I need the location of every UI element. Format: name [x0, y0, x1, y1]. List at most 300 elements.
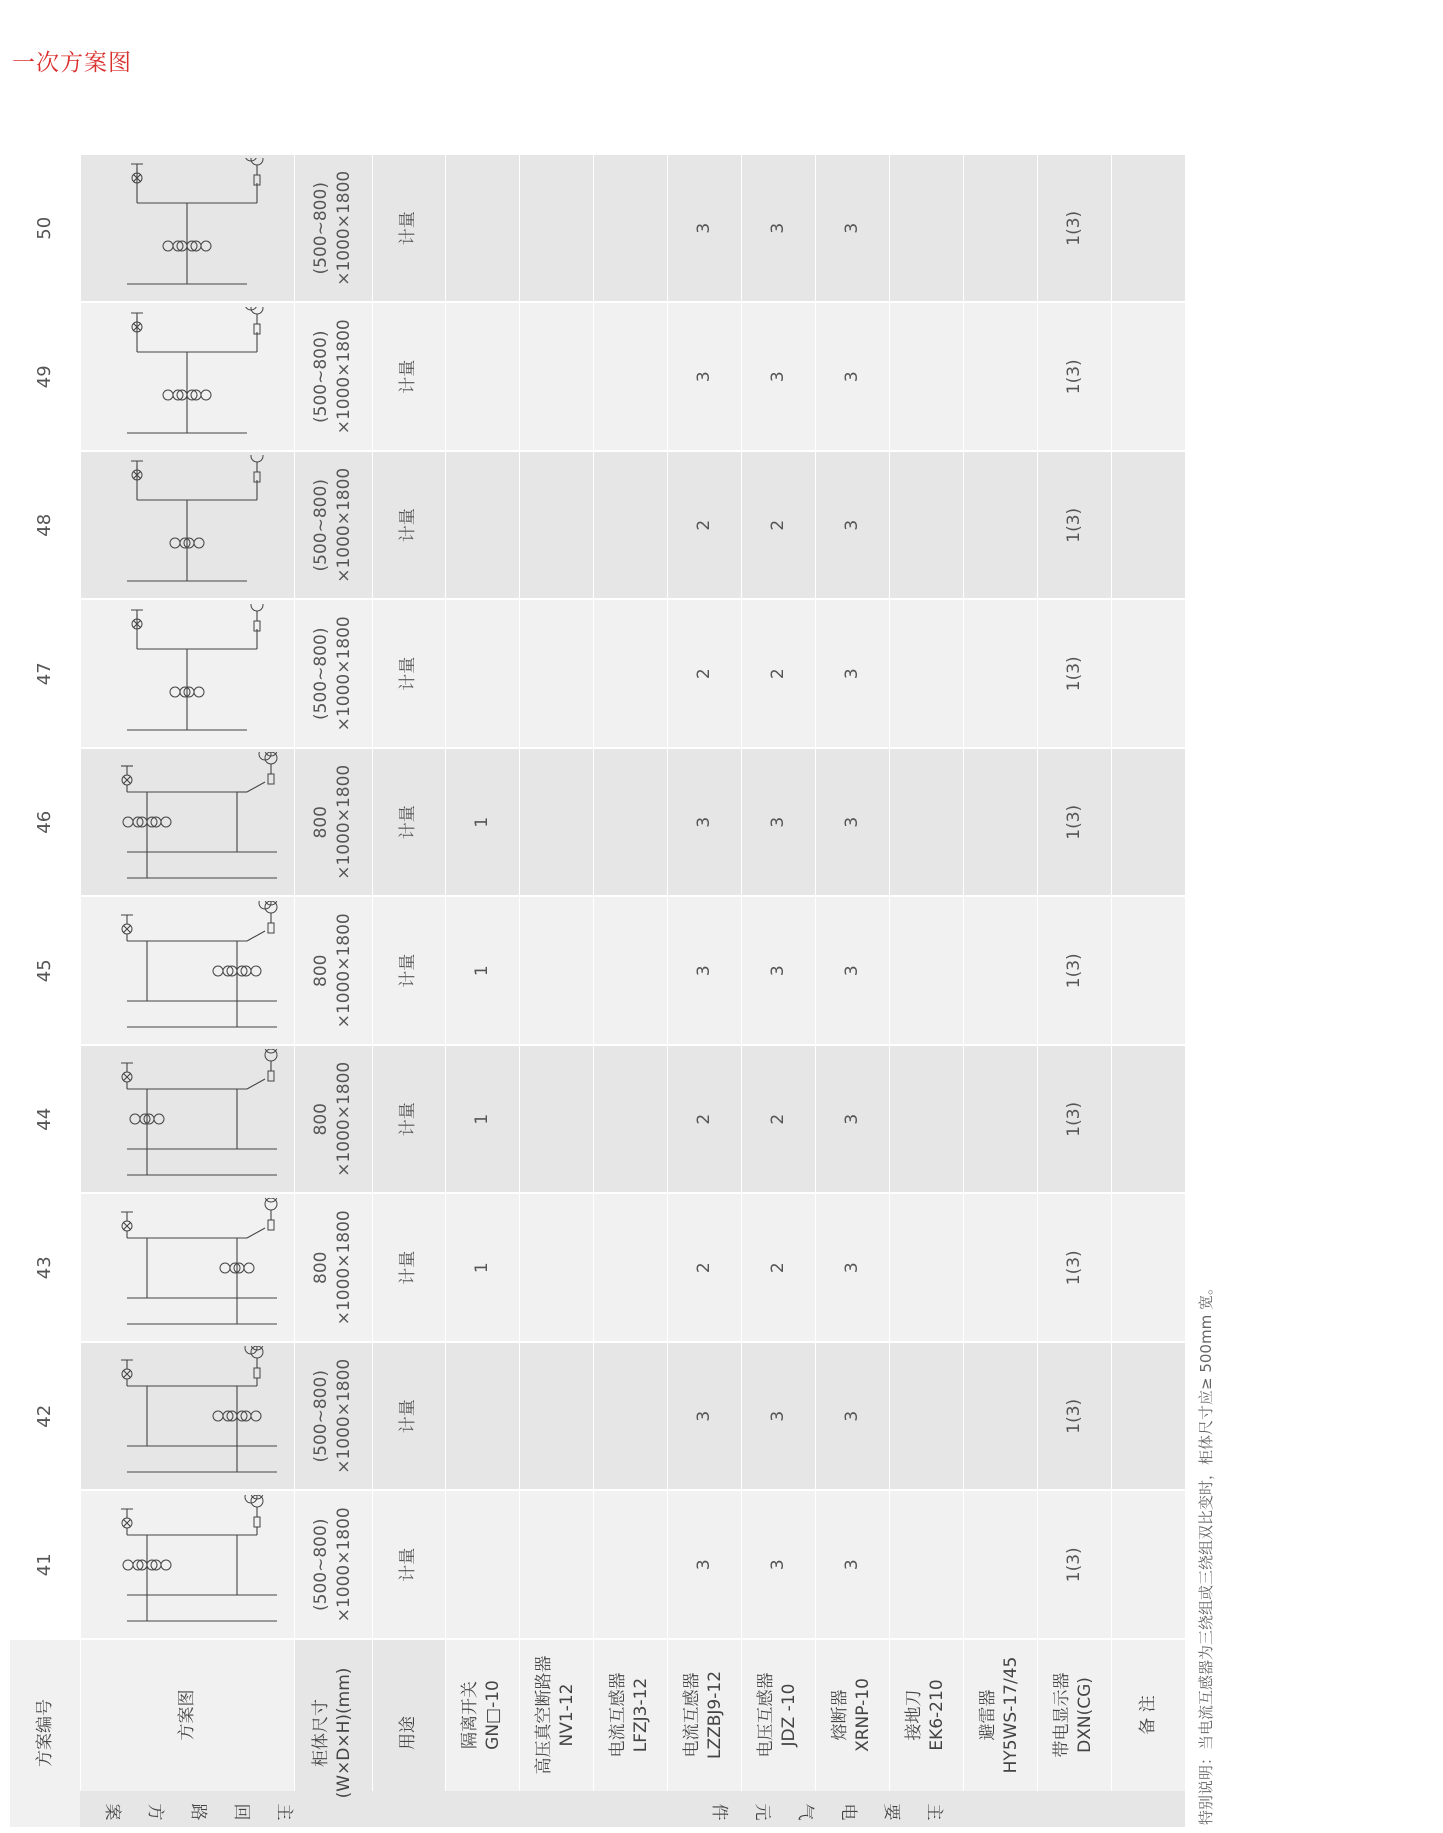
row-divider — [294, 154, 295, 1791]
scheme-number-text: 48 — [33, 513, 55, 537]
winding-circle — [170, 687, 180, 697]
scheme-usage-text: 计量 — [398, 1250, 419, 1285]
component-value — [815, 154, 889, 303]
row-divider — [593, 154, 594, 1791]
scheme-dims-line2: ×1000×1800 — [334, 319, 354, 435]
component-value — [445, 1194, 519, 1343]
scheme-dims-line1: 800 — [311, 954, 332, 987]
header-usage — [372, 1639, 445, 1827]
winding-circle — [170, 538, 180, 548]
component-value — [593, 748, 667, 897]
header-component-3-line0: 电流互感器 — [682, 1672, 703, 1758]
header-main-components — [445, 1791, 1185, 1827]
header-component-1 — [519, 1639, 593, 1791]
component-value — [889, 897, 963, 1046]
winding-circle — [251, 966, 261, 976]
component-value — [445, 451, 519, 600]
component-value — [963, 451, 1037, 600]
component-value-text: 2 — [767, 519, 788, 531]
scheme-dims — [294, 303, 372, 452]
component-value — [963, 1491, 1037, 1640]
component-value — [667, 1045, 741, 1194]
component-value — [815, 451, 889, 600]
component-value-text: 3 — [841, 1559, 862, 1571]
component-value-text: 1 — [471, 965, 492, 977]
component-value-text: 1(3) — [1063, 210, 1084, 246]
fuse-symbol — [268, 774, 274, 784]
header-component-7-line1: HY5WS-17/45 — [1001, 1656, 1021, 1774]
col-divider — [10, 1193, 1185, 1195]
component-value — [593, 1342, 667, 1491]
header-component-8 — [1037, 1639, 1111, 1791]
component-value — [741, 1045, 815, 1194]
header-component-5 — [815, 1639, 889, 1791]
component-value — [815, 1194, 889, 1343]
component-value — [741, 303, 815, 452]
component-value — [741, 451, 815, 600]
component-value-text: 3 — [841, 1113, 862, 1125]
component-value — [519, 1194, 593, 1343]
component-value — [889, 1342, 963, 1491]
scheme-diagram-45 — [80, 897, 294, 1046]
component-value-text: 3 — [767, 222, 788, 234]
component-value — [889, 748, 963, 897]
component-value — [519, 897, 593, 1046]
scheme-dims-line1: (500~800) — [311, 1518, 332, 1611]
scheme-dims — [294, 1342, 372, 1491]
fuse-symbol — [254, 1368, 260, 1378]
row-divider — [1111, 154, 1112, 1791]
wire — [247, 1228, 265, 1238]
component-value — [815, 897, 889, 1046]
component-value-text: 3 — [767, 371, 788, 383]
header-component-5-line0: 熔断器 — [830, 1689, 851, 1741]
component-value-text: 2 — [767, 1113, 788, 1125]
component-value — [1111, 1491, 1185, 1640]
scheme-usage-text: 计量 — [398, 211, 419, 246]
component-value-text: 1(3) — [1063, 1547, 1084, 1583]
component-value — [889, 154, 963, 303]
component-value — [519, 303, 593, 452]
component-value — [445, 1342, 519, 1491]
winding-circle — [251, 604, 263, 611]
component-value — [963, 1045, 1037, 1194]
component-value — [1037, 1342, 1111, 1491]
component-value-text: 3 — [841, 1262, 862, 1274]
component-value — [519, 451, 593, 600]
component-value — [1037, 154, 1111, 303]
fuse-symbol — [268, 1220, 274, 1230]
row-divider — [889, 154, 890, 1791]
winding-circle — [123, 817, 133, 827]
single-line-diagram — [87, 307, 287, 447]
component-value — [741, 600, 815, 749]
scheme-number — [10, 303, 80, 452]
header-component-2-line0: 电流互感器 — [608, 1672, 629, 1758]
scheme-dims-line2: ×1000×1800 — [334, 467, 354, 583]
scheme-usage-text: 计量 — [398, 508, 419, 543]
component-value — [741, 1194, 815, 1343]
component-value — [1037, 303, 1111, 452]
component-value — [1037, 748, 1111, 897]
component-value — [889, 303, 963, 452]
header-scheme-no-text: 方案编号 — [34, 1699, 55, 1767]
single-line-diagram — [87, 604, 287, 744]
component-value — [519, 1342, 593, 1491]
scheme-diagram-46 — [80, 748, 294, 897]
component-value — [1037, 600, 1111, 749]
col-divider — [10, 1044, 1185, 1046]
col-divider — [10, 896, 1185, 898]
component-value-text: 2 — [693, 668, 714, 680]
component-value — [519, 748, 593, 897]
row-divider — [667, 154, 668, 1791]
scheme-number-text: 47 — [33, 662, 55, 686]
scheme-dims-line2: ×1000×1800 — [334, 1358, 354, 1474]
header-component-4-line1: JDZ -10 — [779, 1683, 799, 1747]
scheme-dims-line2: ×1000×1800 — [334, 1061, 354, 1177]
component-value — [593, 1194, 667, 1343]
component-value — [1111, 1045, 1185, 1194]
header-main-circuit — [80, 1791, 294, 1827]
scheme-number-text: 41 — [33, 1553, 55, 1577]
header-component-9 — [1111, 1639, 1185, 1791]
scheme-dims — [294, 1045, 372, 1194]
scheme-dims — [294, 451, 372, 600]
col-divider — [10, 302, 1185, 304]
header-scheme-no — [10, 1639, 80, 1827]
component-value-text: 2 — [767, 668, 788, 680]
scheme-usage-text: 计量 — [398, 359, 419, 394]
header-component-3-line1: LZZBJ9-12 — [705, 1670, 725, 1760]
component-value-text: 3 — [841, 1410, 862, 1422]
footnote — [1195, 1280, 1216, 1825]
header-scheme-diagram — [80, 1639, 294, 1791]
scheme-usage — [372, 154, 445, 303]
row-divider — [445, 154, 446, 1791]
component-value — [741, 1491, 815, 1640]
scheme-dims-line1: 800 — [311, 806, 332, 839]
component-value — [963, 600, 1037, 749]
header-main-circuit-text: 主回路方案 — [79, 1799, 295, 1820]
scheme-number-text: 49 — [33, 365, 55, 389]
winding-circle — [251, 455, 263, 462]
scheme-number — [10, 748, 80, 897]
component-value — [445, 897, 519, 1046]
component-value-text: 3 — [767, 965, 788, 977]
winding-circle — [130, 1114, 140, 1124]
component-value-text: 3 — [841, 222, 862, 234]
scheme-usage-text: 计量 — [398, 1547, 419, 1582]
single-line-diagram — [87, 1198, 287, 1338]
col-divider — [10, 153, 1185, 155]
component-value — [815, 1342, 889, 1491]
scheme-dims-line2: ×1000×1800 — [334, 616, 354, 732]
header-component-4-line0: 电压互感器 — [756, 1672, 777, 1758]
component-value — [963, 897, 1037, 1046]
header-component-0-line1: GN□-10 — [483, 1680, 503, 1750]
component-value — [519, 600, 593, 749]
component-value-text: 1(3) — [1063, 507, 1084, 543]
winding-circle — [161, 817, 171, 827]
component-value-text: 3 — [767, 1410, 788, 1422]
col-divider — [10, 599, 1185, 601]
component-value — [1037, 897, 1111, 1046]
winding-circle — [265, 1198, 277, 1202]
winding-circle — [213, 1411, 223, 1421]
component-value — [445, 1491, 519, 1640]
component-value — [445, 1045, 519, 1194]
scheme-usage — [372, 1491, 445, 1640]
page-title: 一次方案图 — [12, 50, 132, 76]
row-divider — [372, 154, 373, 1791]
scheme-dims-line1: (500~800) — [311, 627, 332, 720]
component-value — [593, 600, 667, 749]
header-component-4 — [741, 1639, 815, 1791]
wire — [247, 1079, 265, 1089]
winding-circle — [194, 687, 204, 697]
header-component-1-line0: 高压真空断路器 — [534, 1655, 555, 1775]
component-value-text: 3 — [693, 965, 714, 977]
scheme-usage — [372, 1045, 445, 1194]
winding-circle — [251, 158, 263, 165]
component-value — [593, 1045, 667, 1194]
component-value — [593, 897, 667, 1046]
header-usage-text: 用途 — [398, 1716, 419, 1750]
component-value — [815, 748, 889, 897]
component-value — [1037, 451, 1111, 600]
header-component-3 — [667, 1639, 741, 1791]
component-value — [667, 897, 741, 1046]
component-value-text: 1(3) — [1063, 656, 1084, 692]
component-value-text: 3 — [841, 519, 862, 531]
component-value-text: 1(3) — [1063, 953, 1084, 989]
scheme-number-text: 42 — [33, 1404, 55, 1428]
winding-circle — [201, 390, 211, 400]
header-component-2-line1: LFZJ3-12 — [631, 1677, 651, 1753]
winding-circle — [201, 241, 211, 251]
component-value-text: 3 — [693, 371, 714, 383]
col-divider — [10, 747, 1185, 749]
component-value-text: 3 — [693, 1559, 714, 1571]
component-value — [667, 600, 741, 749]
single-line-diagram — [87, 901, 287, 1041]
component-value — [963, 154, 1037, 303]
scheme-usage — [372, 451, 445, 600]
scheme-diagram-42 — [80, 1342, 294, 1491]
component-value-text: 3 — [693, 222, 714, 234]
scheme-number — [10, 1491, 80, 1640]
scheme-dims-line2: ×1000×1800 — [334, 1507, 354, 1623]
winding-circle — [220, 1263, 230, 1273]
component-value-text: 1(3) — [1063, 1250, 1084, 1286]
component-value — [963, 1194, 1037, 1343]
component-value — [889, 1491, 963, 1640]
fuse-symbol — [254, 1517, 260, 1527]
scheme-number-text: 45 — [33, 959, 55, 983]
scheme-number-text: 46 — [33, 810, 55, 834]
col-divider — [10, 450, 1185, 452]
single-line-diagram — [87, 1495, 287, 1635]
component-value — [815, 303, 889, 452]
scheme-usage — [372, 897, 445, 1046]
component-value — [889, 1194, 963, 1343]
component-value — [1111, 600, 1185, 749]
row-divider — [963, 154, 964, 1791]
scheme-diagram-50 — [80, 154, 294, 303]
component-value — [741, 897, 815, 1046]
header-component-0-line0: 隔离开关 — [460, 1681, 481, 1749]
component-value — [593, 451, 667, 600]
component-value — [667, 451, 741, 600]
component-value-text: 3 — [767, 1559, 788, 1571]
row-divider — [741, 154, 742, 1791]
single-line-diagram — [87, 455, 287, 595]
header-component-1-line1: NV1-12 — [557, 1683, 577, 1747]
scheme-dims-line1: 800 — [311, 1103, 332, 1136]
scheme-usage — [372, 1342, 445, 1491]
header-component-2 — [593, 1639, 667, 1791]
component-value — [1111, 154, 1185, 303]
component-value-text: 1(3) — [1063, 359, 1084, 395]
header-component-6-line0: 接地刀 — [904, 1689, 925, 1741]
component-value-text: 1 — [471, 816, 492, 828]
header-component-0 — [445, 1639, 519, 1791]
component-value — [963, 748, 1037, 897]
component-value-text: 1 — [471, 1262, 492, 1274]
scheme-number — [10, 600, 80, 749]
component-value — [741, 1342, 815, 1491]
scheme-dims-line2: ×1000×1800 — [334, 913, 354, 1029]
wire — [247, 931, 265, 941]
component-value — [1111, 1342, 1185, 1491]
component-value — [1037, 1194, 1111, 1343]
single-line-diagram — [87, 1049, 287, 1189]
scheme-number — [10, 1045, 80, 1194]
component-value-text: 1(3) — [1063, 1101, 1084, 1137]
footnote-text: 特别说明：当电流互感器为三绕组或三绕组双比变时，柜体尺寸应≥ 500mm 宽。 — [1197, 1280, 1215, 1825]
row-divider — [1037, 154, 1038, 1791]
scheme-usage — [372, 303, 445, 452]
header-component-8-line0: 带电显示器 — [1052, 1672, 1073, 1758]
component-value — [445, 154, 519, 303]
component-value-text: 2 — [767, 1262, 788, 1274]
col-divider — [10, 1341, 1185, 1343]
component-value — [667, 1342, 741, 1491]
component-value — [667, 1194, 741, 1343]
scheme-dims — [294, 748, 372, 897]
component-value — [1037, 1045, 1111, 1194]
scheme-dims — [294, 154, 372, 303]
component-value-text: 2 — [693, 519, 714, 531]
winding-circle — [123, 1560, 133, 1570]
component-value-text: 1(3) — [1063, 1398, 1084, 1434]
scheme-number — [10, 897, 80, 1046]
scheme-diagram-43 — [80, 1194, 294, 1343]
header-dims-line2: (W×D×H)(mm) — [334, 1667, 354, 1799]
scheme-dims-line1: (500~800) — [311, 479, 332, 572]
component-value — [445, 303, 519, 452]
component-value — [445, 748, 519, 897]
header-component-9-line0: 备 注 — [1137, 1695, 1158, 1735]
col-divider — [10, 1490, 1185, 1492]
component-value — [963, 303, 1037, 452]
scheme-diagram-49 — [80, 303, 294, 452]
component-value — [815, 1045, 889, 1194]
winding-circle — [154, 1114, 164, 1124]
component-value — [889, 451, 963, 600]
component-value — [593, 154, 667, 303]
header-component-5-line1: XRNP-10 — [853, 1678, 873, 1752]
winding-circle — [163, 390, 173, 400]
component-value — [667, 748, 741, 897]
scheme-number-text: 50 — [33, 216, 55, 240]
component-value — [593, 303, 667, 452]
component-value-text: 3 — [841, 371, 862, 383]
component-value-text: 1 — [471, 1113, 492, 1125]
header-component-7-line0: 避雷器 — [978, 1689, 999, 1741]
scheme-dims-line2: ×1000×1800 — [334, 764, 354, 880]
component-value-text: 2 — [693, 1262, 714, 1274]
component-value — [519, 154, 593, 303]
scheme-number — [10, 1194, 80, 1343]
component-value — [1111, 1194, 1185, 1343]
scheme-usage — [372, 600, 445, 749]
scheme-dims — [294, 600, 372, 749]
component-value — [519, 1045, 593, 1194]
winding-circle — [213, 966, 223, 976]
row-divider — [815, 154, 816, 1791]
component-value-text: 3 — [693, 816, 714, 828]
scheme-dims-line1: (500~800) — [311, 1370, 332, 1463]
header-dims — [294, 1639, 372, 1827]
row-divider — [519, 154, 520, 1791]
component-value — [1037, 1491, 1111, 1640]
scheme-dims-line1: 800 — [311, 1251, 332, 1284]
winding-circle — [265, 1049, 277, 1053]
component-value — [593, 1491, 667, 1640]
winding-circle — [251, 307, 263, 314]
component-value-text: 3 — [841, 816, 862, 828]
scheme-number-text: 43 — [33, 1256, 55, 1280]
scheme-usage-text: 计量 — [398, 953, 419, 988]
single-line-diagram — [87, 158, 287, 298]
single-line-diagram — [87, 752, 287, 892]
scheme-dims — [294, 897, 372, 1046]
component-value-text: 2 — [693, 1113, 714, 1125]
scheme-dims-line2: ×1000×1800 — [334, 170, 354, 286]
col-divider — [10, 1638, 1185, 1640]
component-value — [815, 600, 889, 749]
scheme-usage — [372, 1194, 445, 1343]
fuse-symbol — [268, 923, 274, 933]
component-value — [815, 1491, 889, 1640]
winding-circle — [244, 1263, 254, 1273]
component-value — [667, 1491, 741, 1640]
winding-circle — [163, 241, 173, 251]
scheme-diagram-41 — [80, 1491, 294, 1640]
scheme-usage-text: 计量 — [398, 805, 419, 840]
scheme-dims-line2: ×1000×1800 — [334, 1210, 354, 1326]
component-value-text: 3 — [841, 668, 862, 680]
component-value-text: 3 — [767, 816, 788, 828]
component-value — [1111, 451, 1185, 600]
component-value — [667, 154, 741, 303]
component-value — [519, 1491, 593, 1640]
component-value — [1111, 748, 1185, 897]
component-value — [963, 1342, 1037, 1491]
scheme-dims-line1: (500~800) — [311, 330, 332, 423]
